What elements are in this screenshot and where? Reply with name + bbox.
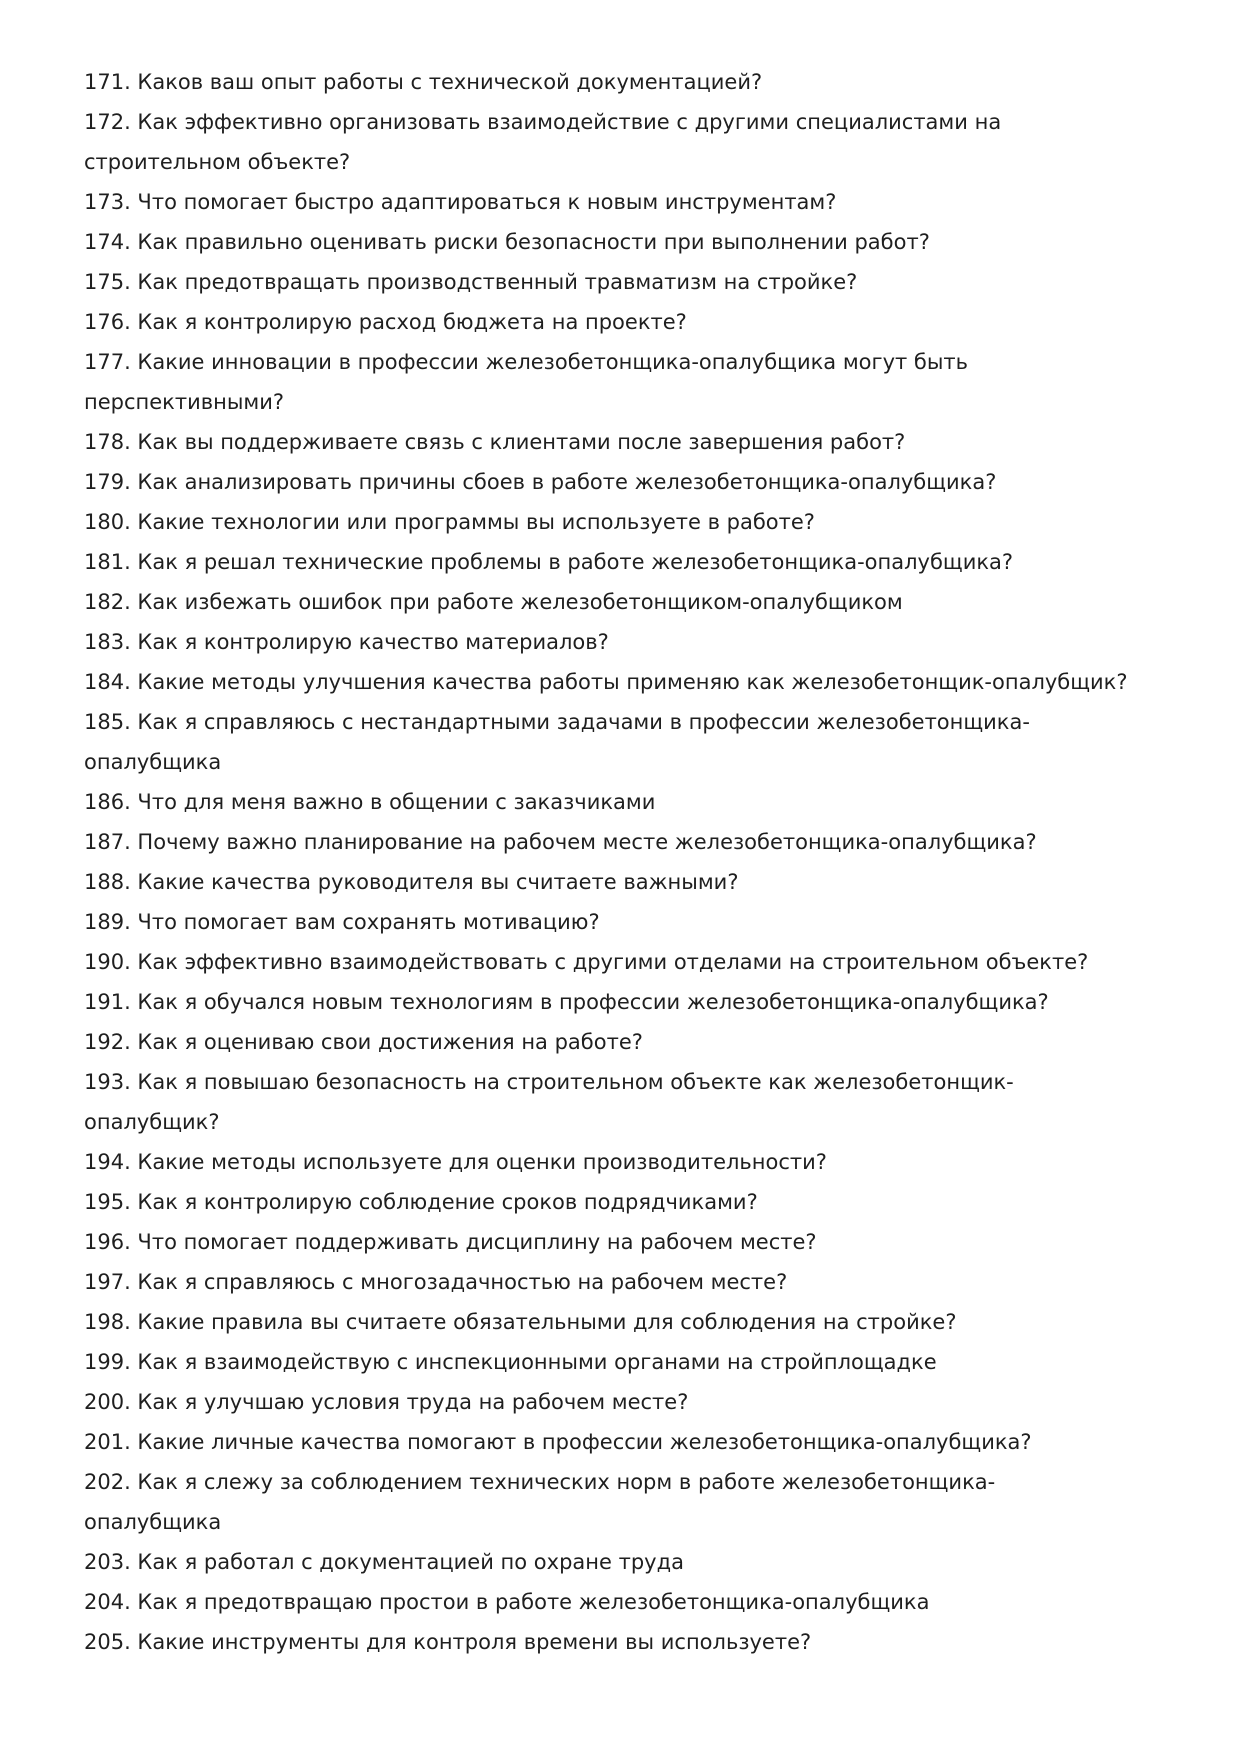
question-text-line: 205. Какие инструменты для контроля времени вы используете? — [84, 1630, 812, 1654]
question-text-line: 189. Что помогает вам сохранять мотивацию? — [84, 910, 600, 934]
question-text-line: 175. Как предотвращать производственный травматизм на стройке? — [84, 270, 858, 294]
question-text-line: 197. Как я справляюсь с многозадачностью на рабочем месте? — [84, 1270, 788, 1294]
question-text-line: 176. Как я контролирую расход бюджета на проекте? — [84, 310, 687, 334]
question-item — [84, 542, 1184, 582]
question-item — [84, 62, 1184, 102]
question-text-line: 191. Как я обучался новым технологиям в профессии железобетонщика-опалубщика? — [84, 990, 1049, 1014]
question-text-line: 182. Как избежать ошибок при работе железобетонщиком-опалубщиком — [84, 590, 903, 614]
question-item — [84, 422, 1184, 462]
question-text-line: перспективными? — [84, 390, 285, 414]
question-item — [84, 1422, 1184, 1462]
question-text-line: 195. Как я контролирую соблюдение сроков подрядчиками? — [84, 1190, 758, 1214]
question-text-line: 183. Как я контролирую качество материалов? — [84, 630, 609, 654]
question-text-line: 178. Как вы поддерживаете связь с клиентами после завершения работ? — [84, 430, 906, 454]
question-item — [84, 1062, 1184, 1142]
question-item — [84, 582, 1184, 622]
question-text-line: 201. Какие личные качества помогают в профессии железобетонщика-опалубщика? — [84, 1430, 1032, 1454]
question-item — [84, 702, 1184, 782]
question-text-line: 192. Как я оцениваю свои достижения на работе? — [84, 1030, 643, 1054]
question-text-line: 204. Как я предотвращаю простои в работе железобетонщика-опалубщика — [84, 1590, 930, 1614]
question-item — [84, 1342, 1184, 1382]
question-item — [84, 262, 1184, 302]
question-item — [84, 462, 1184, 502]
question-text-line: 174. Как правильно оценивать риски безопасности при выполнении работ? — [84, 230, 930, 254]
question-text-line: 203. Как я работал с документацией по охране труда — [84, 1550, 684, 1574]
question-item — [84, 622, 1184, 662]
question-item — [84, 902, 1184, 942]
question-text-line: 181. Как я решал технические проблемы в работе железобетонщика-опалубщика? — [84, 550, 1014, 574]
question-text-line: 177. Какие инновации в профессии железобетонщика-опалубщика могут быть — [84, 350, 969, 374]
question-text-line: 194. Какие методы используете для оценки производительности? — [84, 1150, 827, 1174]
question-item — [84, 1382, 1184, 1422]
document-page — [84, 62, 1184, 1662]
question-item — [84, 1222, 1184, 1262]
question-item — [84, 1542, 1184, 1582]
question-text-line: опалубщика — [84, 750, 222, 774]
question-text-line: 184. Какие методы улучшения качества работы применяю как железобетонщик-опалубщик? — [84, 670, 1128, 694]
question-item — [84, 1182, 1184, 1222]
question-text-line: 190. Как эффективно взаимодействовать с другими отделами на строительном объекте? — [84, 950, 1089, 974]
question-text-line: 196. Что помогает поддерживать дисциплину на рабочем месте? — [84, 1230, 817, 1254]
question-text-line: 200. Как я улучшаю условия труда на рабочем месте? — [84, 1390, 689, 1414]
question-text-line: строительном объекте? — [84, 150, 351, 174]
question-item — [84, 942, 1184, 982]
question-item — [84, 302, 1184, 342]
question-item — [84, 1582, 1184, 1622]
question-text-line: 179. Как анализировать причины сбоев в работе железобетонщика-опалубщика? — [84, 470, 997, 494]
question-item — [84, 182, 1184, 222]
question-item — [84, 1142, 1184, 1182]
question-item — [84, 222, 1184, 262]
question-text-line: 173. Что помогает быстро адаптироваться к новым инструментам? — [84, 190, 837, 214]
question-item — [84, 1462, 1184, 1542]
question-item — [84, 342, 1184, 422]
question-text-line: 193. Как я повышаю безопасность на строительном объекте как железобетонщик- — [84, 1070, 1014, 1094]
question-text-line: 202. Как я слежу за соблюдением технических норм в работе железобетонщика- — [84, 1470, 996, 1494]
question-item — [84, 1022, 1184, 1062]
question-item — [84, 982, 1184, 1022]
question-text-line: 199. Как я взаимодействую с инспекционными органами на стройплощадке — [84, 1350, 937, 1374]
question-item — [84, 862, 1184, 902]
question-item — [84, 662, 1184, 702]
question-text-line: 172. Как эффективно организовать взаимодействие с другими специалистами на — [84, 110, 1002, 134]
question-text-line: 180. Какие технологии или программы вы используете в работе? — [84, 510, 815, 534]
question-text-line: опалубщика — [84, 1510, 222, 1534]
question-item — [84, 822, 1184, 862]
question-item — [84, 502, 1184, 542]
question-item — [84, 1622, 1184, 1662]
question-text-line: 198. Какие правила вы считаете обязательными для соблюдения на стройке? — [84, 1310, 957, 1334]
question-item — [84, 102, 1184, 182]
question-list — [84, 62, 1184, 1662]
question-text-line: 186. Что для меня важно в общении с заказчиками — [84, 790, 656, 814]
question-text-line: опалубщик? — [84, 1110, 220, 1134]
question-item — [84, 782, 1184, 822]
question-item — [84, 1262, 1184, 1302]
question-text-line: 171. Каков ваш опыт работы с технической документацией? — [84, 70, 763, 94]
question-text-line: 185. Как я справляюсь с нестандартными задачами в профессии железобетонщика- — [84, 710, 1030, 734]
question-text-line: 187. Почему важно планирование на рабочем месте железобетонщика-опалубщика? — [84, 830, 1037, 854]
question-text-line: 188. Какие качества руководителя вы считаете важными? — [84, 870, 739, 894]
question-item — [84, 1302, 1184, 1342]
